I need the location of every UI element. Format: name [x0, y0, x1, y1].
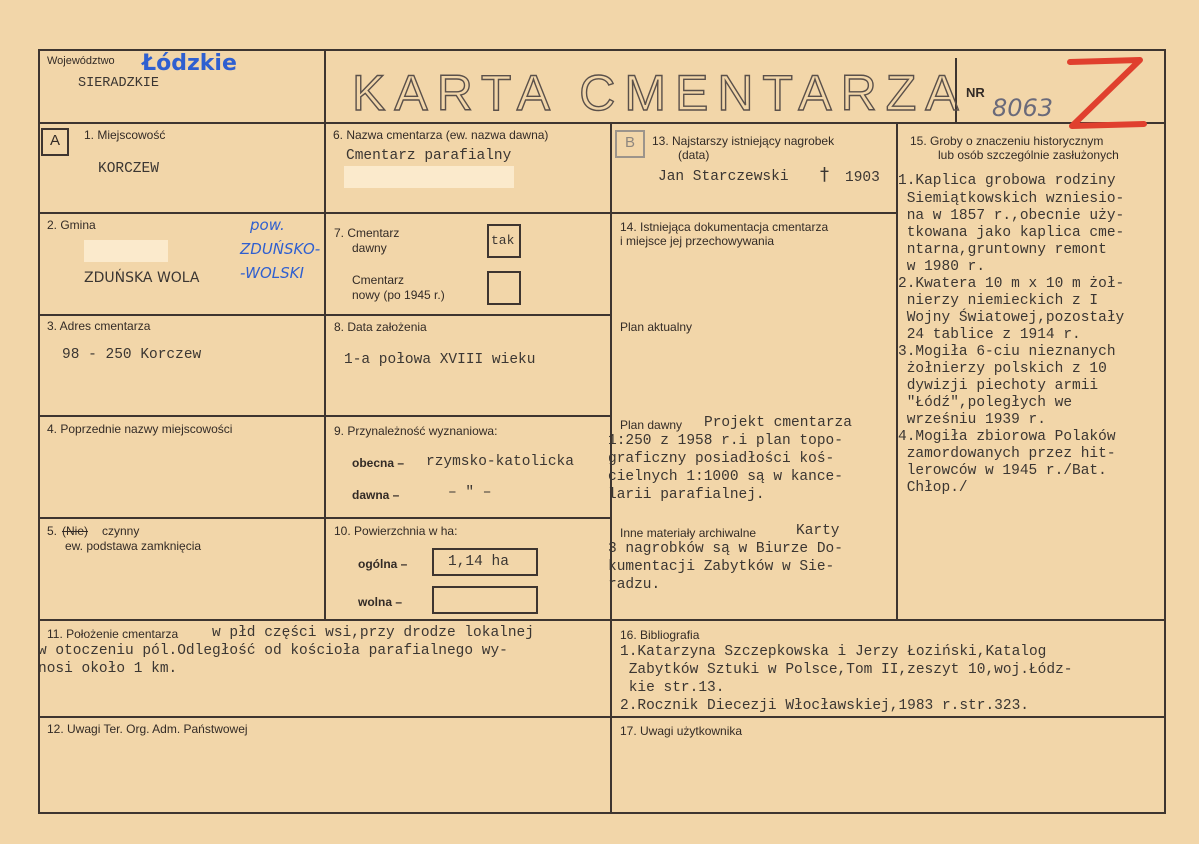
f3-label: 3. Adres cmentarza: [47, 319, 151, 333]
nr-value: 8063: [992, 94, 1054, 122]
f17-label: 17. Uwagi użytkownika: [620, 724, 743, 738]
f13-cross: †: [820, 164, 829, 185]
f13-year: 1903: [845, 170, 880, 186]
f5-sub: ew. podstawa zamknięcia: [65, 539, 202, 553]
f7-label: 7. Cmentarz: [334, 226, 400, 240]
f13-sub: (data): [678, 148, 710, 162]
row-line-4: [38, 517, 612, 519]
f15-line-4: tkowana jako kaplica cme-: [898, 225, 1125, 241]
f5-label: czynny: [102, 524, 140, 538]
column-divider-left: [324, 122, 326, 619]
f15-line-6: w 1980 r.: [898, 259, 986, 275]
f5-num: 5.: [47, 524, 58, 538]
f16-line-3: kie str.13.: [620, 680, 725, 696]
f7-dawny: dawny: [352, 241, 387, 255]
col3-row-line-2: [610, 619, 898, 621]
frame-left-line: [38, 49, 40, 814]
f3-value: 98 - 250 Korczew: [62, 347, 202, 363]
col3-row-line-1: [610, 212, 898, 214]
f4-label: 4. Poprzednie nazwy miejscowości: [47, 422, 233, 436]
f15-line-18: lerowców w 1945 r./Bat.: [898, 463, 1107, 479]
f15-line-8: nierzy niemieckich z I: [898, 293, 1099, 309]
f10-wolna-label: wolna –: [358, 595, 403, 609]
f15-line-12: żołnierzy polskich z 10: [898, 361, 1107, 377]
f15-label: 15. Groby o znaczeniu historycznym: [910, 134, 1104, 148]
f14-inne-line-4: radzu.: [608, 577, 661, 593]
f9-obecna-value: rzymsko-katolicka: [426, 454, 574, 470]
row-line-6: [38, 716, 1166, 718]
f14-sub: i miejsce jej przechowywania: [620, 234, 775, 248]
f6-erased-area: [344, 166, 514, 188]
f14-plan-dawny-line-1: Projekt cmentarza: [704, 415, 852, 431]
f14-label: 14. Istniejąca dokumentacja cmentarza: [620, 220, 829, 234]
frame-right-line: [1164, 49, 1166, 814]
f15-line-1: 1.Kaplica grobowa rodziny: [898, 173, 1116, 189]
f15-line-11: 3.Mogiła 6-ciu nieznanych: [898, 344, 1116, 360]
f16-label: 16. Bibliografia: [620, 628, 700, 642]
f15-line-3: na w 1857 r.,obecnie uży-: [898, 208, 1125, 224]
f6-value: Cmentarz parafialny: [346, 148, 512, 164]
f13-label: 13. Najstarszy istniejący nagrobek: [652, 134, 835, 148]
f14-inne-line-2: 3 nagrobków są w Biurze Do-: [608, 541, 843, 557]
f9-label: 9. Przynależność wyznaniowa:: [334, 424, 498, 438]
category-z-mark: [1062, 54, 1152, 134]
frame-bottom-line: [38, 812, 1166, 814]
f7-nowy-checkbox[interactable]: [487, 271, 521, 305]
row-line-1: [38, 212, 612, 214]
f15-sub: lub osób szczególnie zasłużonych: [938, 148, 1119, 162]
f14-plan-dawny-line-2: 1:250 z 1958 r.i plan topo-: [608, 433, 843, 449]
card-title: KARTA CMENTARZA: [352, 65, 968, 121]
nr-label: NR: [966, 85, 985, 100]
row-line-3: [38, 415, 612, 417]
f12-label: 12. Uwagi Ter. Org. Adm. Państwowej: [47, 722, 248, 736]
f2-note-3: -WOLSKI: [240, 264, 304, 282]
f14-inne-line-3: kumentacji Zabytków w Sie-: [608, 559, 835, 575]
f7-cmentarz-2: Cmentarz: [352, 273, 405, 287]
f10-ogolna-value: 1,14 ha: [448, 554, 509, 570]
f1-value: KORCZEW: [98, 161, 159, 177]
f15-line-9: Wojny Światowej,pozostały: [898, 310, 1125, 326]
f14-inne: Inne materiały archiwalne: [620, 526, 757, 540]
f15-line-19: Chłop./: [898, 480, 968, 496]
f14-plan-dawny-line-3: graficzny posiadłości koś-: [608, 451, 835, 467]
f10-ogolna-label: ogólna –: [358, 557, 408, 571]
f15-line-7: 2.Kwatera 10 m x 10 m żoł-: [898, 276, 1125, 292]
f11-label: 11. Położenie cmentarza: [47, 627, 179, 641]
f7-dawny-value: tak: [491, 233, 515, 248]
row-line-2: [38, 314, 612, 316]
f11-line-1: w płd części wsi,przy drodze lokalnej: [212, 625, 534, 641]
f8-value: 1-a połowa XVIII wieku: [344, 352, 536, 368]
f15-line-15: wrześniu 1939 r.: [898, 412, 1046, 428]
f15-line-16: 4.Mogiła zbiorowa Polaków: [898, 429, 1116, 445]
f11-line-3: nosi około 1 km.: [38, 661, 178, 677]
f13-value: Jan Starczewski: [658, 169, 789, 185]
f6-label: 6. Nazwa cmentarza (ew. nazwa dawna): [333, 128, 549, 142]
f14-plan-aktualny: Plan aktualny: [620, 320, 693, 334]
wojewodztwo-stamp: Łódzkie: [142, 51, 237, 76]
f2-erased-area: [84, 240, 168, 262]
f1-label: 1. Miejscowość: [84, 128, 166, 142]
f10-label: 10. Powierzchnia w ha:: [334, 524, 458, 538]
f9-dawna-label: dawna –: [352, 488, 400, 502]
section-a-mark: A: [41, 128, 69, 156]
f15-line-5: ntarna,gruntowny remont: [898, 242, 1107, 258]
f9-obecna-label: obecna –: [352, 456, 405, 470]
section-b-mark: B: [615, 130, 645, 158]
f2-note-1: pow.: [250, 216, 285, 234]
header-divider-1: [324, 49, 326, 124]
f16-line-2: Zabytków Sztuki w Polsce,Tom II,zeszyt 10,woj.Łódz-: [620, 662, 1073, 678]
f14-plan-dawny-line-4: cielnych 1:1000 są w kance-: [608, 469, 843, 485]
wojewodztwo-typed: SIERADZKIE: [78, 76, 160, 91]
f7-nowy: nowy (po 1945 r.): [352, 288, 445, 302]
f2-note-2: ZDUŃSKO-: [240, 240, 321, 258]
wojewodztwo-label: Województwo: [47, 55, 115, 67]
f16-line-1: 1.Katarzyna Szczepkowska i Jerzy Łoziński,Katalog: [620, 644, 1047, 660]
f9-dawna-value: – " –: [448, 485, 492, 501]
f14-inne-line-1: Karty: [796, 523, 840, 539]
frame-header-bottom-line: [38, 122, 1166, 124]
f16-line-4: 2.Rocznik Diecezji Włocławskiej,1983 r.str.323.: [620, 698, 1029, 714]
f10-wolna-box: [432, 586, 538, 614]
row-line-5: [38, 619, 1166, 621]
f14-plan-dawny-line-5: larii parafialnej.: [608, 487, 765, 503]
f11-line-2: w otoczeniu pól.Odległość od kościoła parafialnego wy-: [38, 643, 508, 659]
f15-line-10: 24 tablice z 1914 r.: [898, 327, 1081, 343]
f14-plan-dawny: Plan dawny: [620, 418, 683, 432]
f2-label: 2. Gmina: [47, 218, 96, 232]
f8-label: 8. Data założenia: [334, 320, 427, 334]
f15-line-13: dywizji piechoty armii: [898, 378, 1099, 394]
f15-line-14: "Łódź",poległych we: [898, 395, 1073, 411]
f5-struck: (Nie): [62, 524, 88, 538]
f2-value: ZDUŃSKA WOLA: [84, 270, 200, 286]
f15-line-17: zamordowanych przez hit-: [898, 446, 1116, 462]
f15-line-2: Siemiątkowskich wzniesio-: [898, 191, 1125, 207]
